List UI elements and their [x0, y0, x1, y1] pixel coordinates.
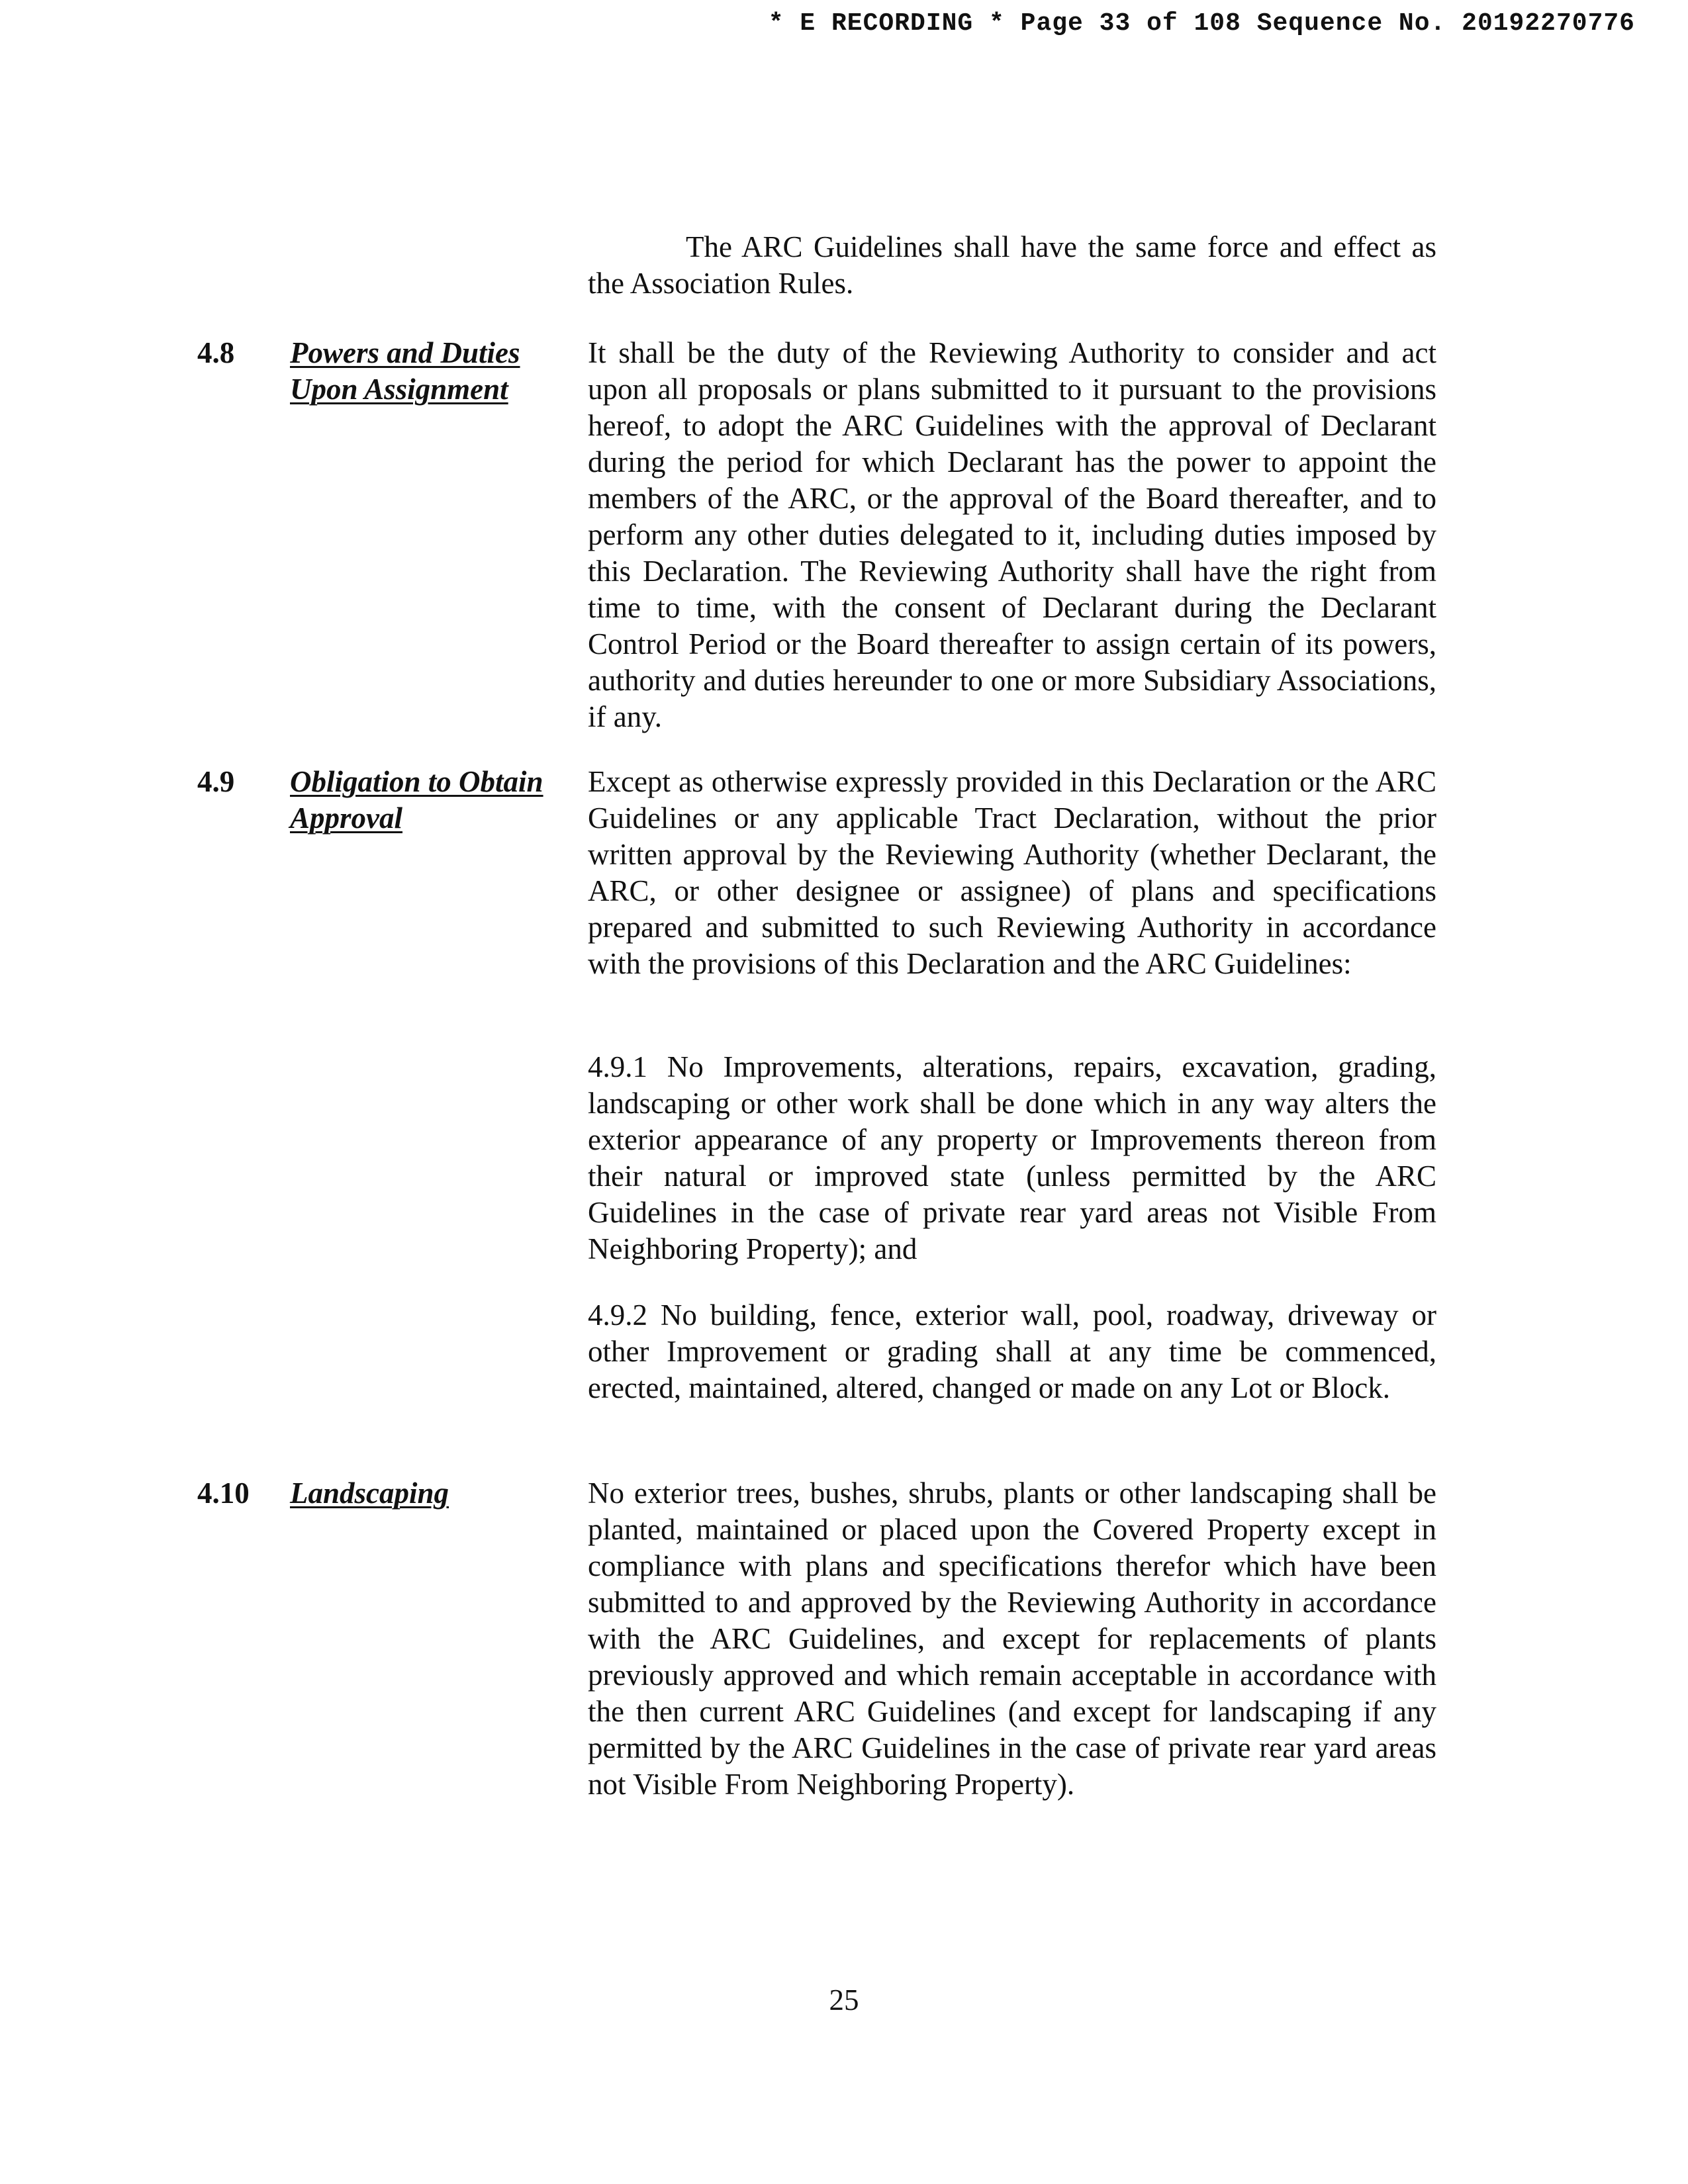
recording-header: * E RECORDING * Page 33 of 108 Sequence No. 20192270776 — [768, 9, 1635, 38]
section-text-4-10: No exterior trees, bushes, shrubs, plants or other landscaping shall be planted, maintained or placed upon the Covered Property except in compliance with plans and specifications therefor which have been submitted to and approved by the Reviewing Authority in accordance with the ARC Guidelines, and except for replacements of plants previously approved and which remain acceptable in accordance with the then current ARC Guidelines (and except for landscaping if any permitted by the ARC Guidelines in the case of private rear yard areas not Visible From Neighboring Property). — [588, 1477, 1436, 1801]
section-text-4-8: It shall be the duty of the Reviewing Authority to consider and act upon all proposals or plans submitted to it pursuant to the provisions hereof, to adopt the ARC Guidelines with the approval of Declarant during the period for which Declarant has the power to appoint the members of the ARC, or the approval of the Board thereafter, and to perform any other duties delegated to it, including duties imposed by this Declaration. The Reviewing Authority shall have the right from time to time, with the consent of Declarant during the Declarant Control Period or the Board thereafter to assign certain of its powers, authority and duties hereunder to one or more Subsidiary Associations, if any. — [588, 336, 1436, 733]
section-title-4-8-line1: Powers and Duties — [290, 336, 520, 369]
section-title-4-8 — [290, 335, 568, 408]
section-number-4-10: 4.10 — [197, 1477, 250, 1510]
subsection-4-9-1: 4.9.1 No Improvements, alterations, repairs, excavation, grading, landscaping or other work shall be done which in any way alters the exterior appearance of any property or Improvements thereon from their natural or improved state (unless permitted by the ARC Guidelines in the case of private rear yard areas not Visible From Neighboring Property); and — [588, 1050, 1436, 1265]
section-title-4-9 — [290, 764, 568, 837]
section-title-4-10 — [290, 1475, 568, 1512]
page-number: 25 — [829, 1983, 859, 2017]
subsection-4-9-2: 4.9.2 No building, fence, exterior wall, pool, roadway, driveway or other Improvement or grading shall at any time be commenced, erected, maintained, altered, changed or made on any Lot or Block. — [588, 1298, 1436, 1404]
section-number-4-8: 4.8 — [197, 336, 235, 369]
section-title-4-9-line1: Obligation to Obtain — [290, 765, 543, 798]
section-title-4-8-line2: Upon Assignment — [290, 373, 508, 406]
section-text-4-9: Except as otherwise expressly provided in this Declaration or the ARC Guidelines or any applicable Tract Declaration, without the prior written approval by the Reviewing Authority (whether Declarant, the ARC, or other designee or assignee) of plans and specifications prepared and submitted to such Reviewing Authority in accordance with the provisions of this Declaration and the ARC Guidelines: — [588, 765, 1436, 980]
section-title-4-9-line2: Approval — [290, 801, 403, 835]
section-number-4-9: 4.9 — [197, 765, 235, 798]
section-title-4-10-line1: Landscaping — [290, 1477, 449, 1510]
intro-paragraph: The ARC Guidelines shall have the same force and effect as the Association Rules. — [588, 230, 1436, 300]
